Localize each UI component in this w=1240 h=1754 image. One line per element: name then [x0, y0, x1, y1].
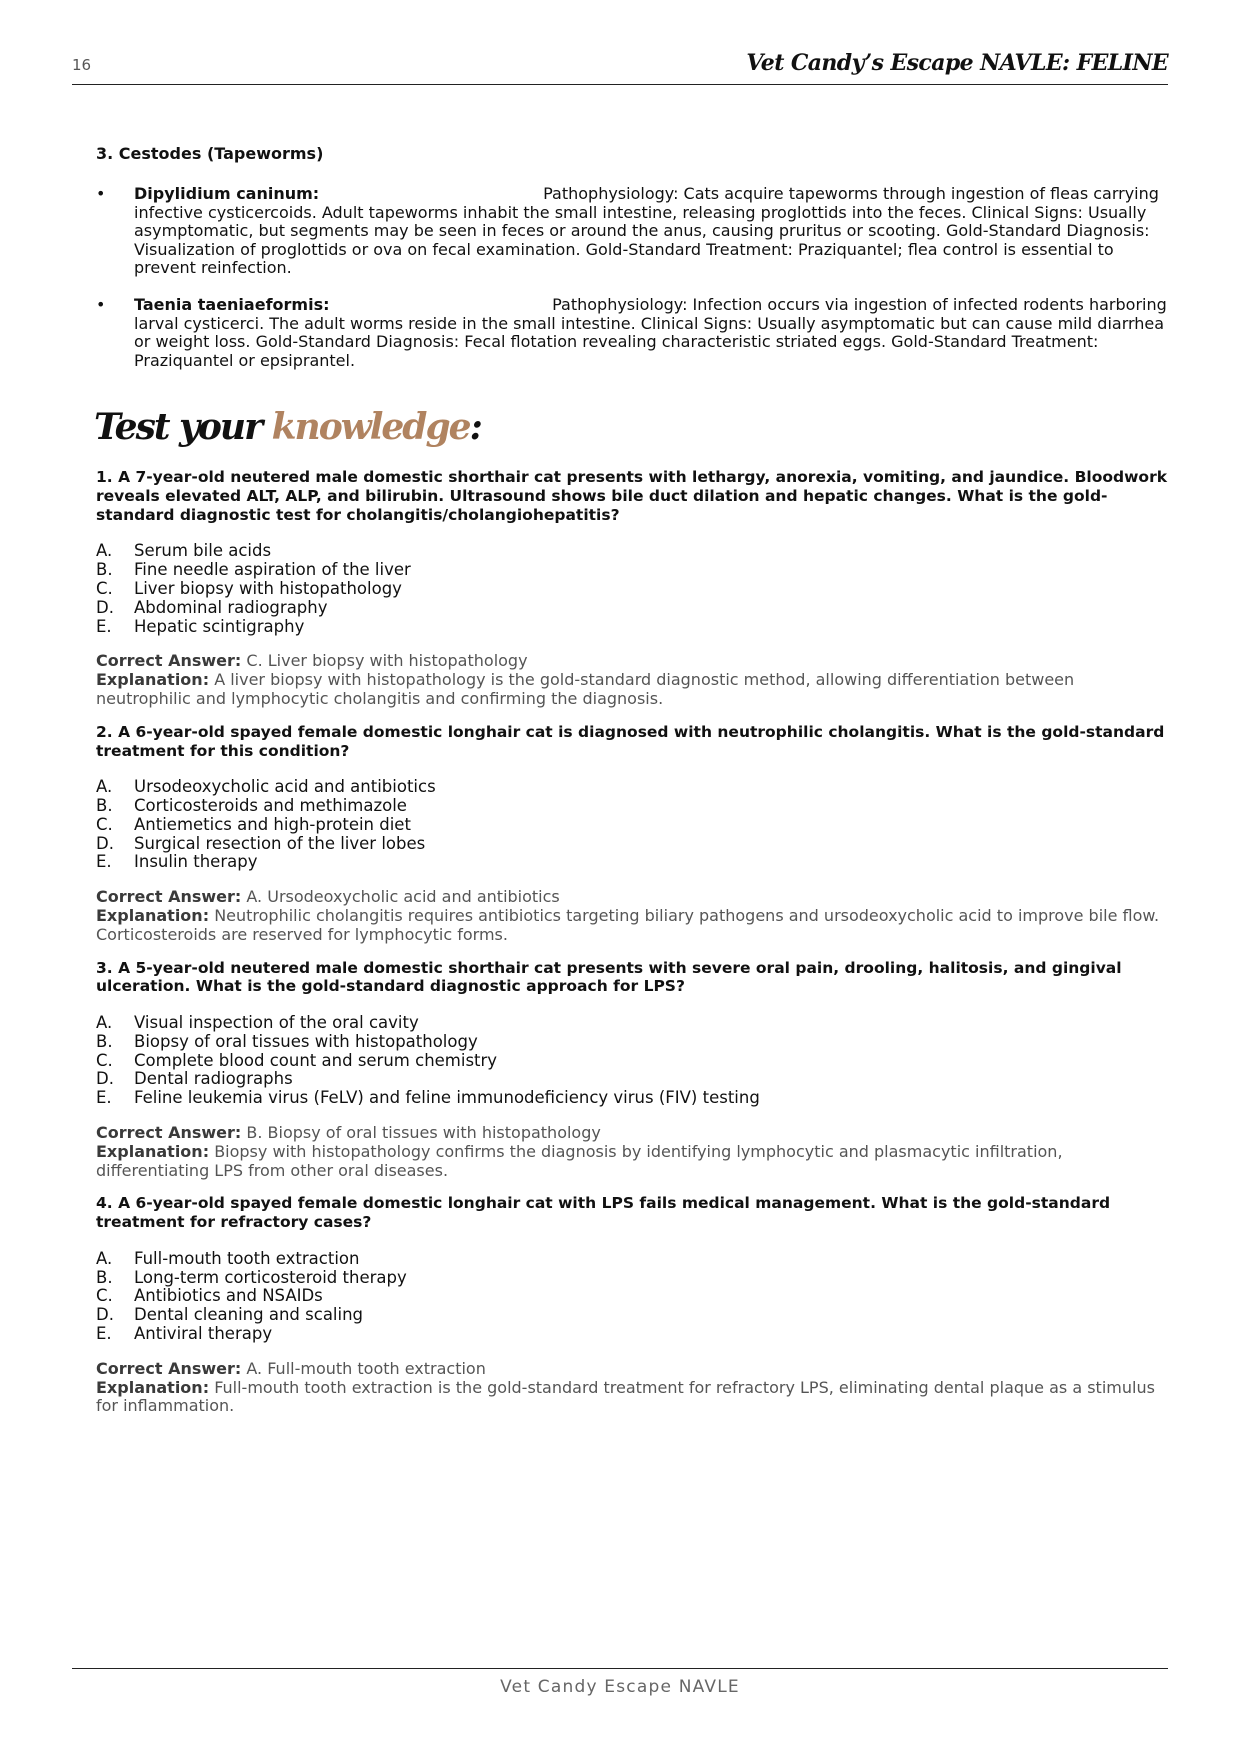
section-title-cestodes: 3. Cestodes (Tapeworms)	[96, 144, 324, 163]
option-text: Full-mouth tooth extraction	[134, 1248, 360, 1268]
option-text: Dental cleaning and scaling	[134, 1305, 364, 1325]
option-letter: C.	[96, 1050, 113, 1070]
option-letter: D.	[96, 1305, 114, 1325]
question-text: 1. A 7-year-old neutered male domestic shorthair cat presents with lethargy, anorexia, vomiting, and jaundice. Bloodwork reveals elevated ALT, ALP, and bilirubin. Ultrasound shows bile duct dilation and hepatic changes. What is the gold-standard diagnostic test for cholangitis/cholangiohepatitis?	[96, 468, 1168, 524]
option-text: Liver biopsy with histopathology	[134, 579, 402, 599]
correct-answer-label: Correct Answer:	[96, 887, 242, 907]
option-item	[96, 835, 1168, 854]
option-text: Antiemetics and high-protein diet	[134, 814, 411, 834]
correct-answer	[96, 888, 1168, 907]
cestode-description: Pathophysiology: Infection occurs via ingestion of infected rodents harboring larval cysticerci. The adult worms reside in the small intestine. Clinical Signs: Usually asymptomatic but can cause mild diarrhea or weight loss. Gold-Standard Diagnosis: Fecal flotation revealing characteristic striated eggs. Gold-Standard Treatment: Praziquantel or epsiprantel.	[134, 294, 1167, 370]
question-3	[96, 959, 1168, 1181]
option-letter: A.	[96, 1013, 113, 1033]
option-letter: A.	[96, 1248, 113, 1268]
option-item	[96, 1070, 1168, 1089]
option-letter: E.	[96, 616, 112, 636]
option-letter: B.	[96, 796, 113, 816]
page-content	[96, 144, 1168, 1430]
option-text: Corticosteroids and methimazole	[134, 796, 407, 816]
correct-answer-label: Correct Answer:	[96, 1123, 242, 1142]
option-item	[96, 1269, 1168, 1288]
option-letter: B.	[96, 1031, 113, 1051]
question-4	[96, 1194, 1168, 1416]
option-letter: D.	[96, 597, 114, 617]
correct-answer	[96, 652, 1168, 671]
option-letter: A.	[96, 541, 113, 561]
explanation	[96, 1379, 1168, 1417]
heading-colon: :	[469, 406, 481, 449]
question-text: 2. A 6-year-old spayed female domestic longhair cat is diagnosed with neutrophilic cholangitis. What is the gold-standard treatment for this condition?	[96, 722, 1165, 760]
option-item	[96, 853, 1168, 872]
page-header	[72, 44, 1168, 85]
heading-accent: knowledge	[271, 406, 470, 449]
option-item	[96, 1306, 1168, 1325]
cestode-name: Dipylidium caninum:	[134, 184, 320, 203]
cestode-item-taenia	[96, 296, 1168, 370]
option-list	[96, 1250, 1168, 1344]
correct-answer-label: Correct Answer:	[96, 1358, 242, 1378]
option-item	[96, 816, 1168, 835]
option-letter: E.	[96, 852, 112, 872]
option-item	[96, 580, 1168, 599]
bullet-dot: •	[96, 184, 106, 203]
option-text: Long-term corticosteroid therapy	[134, 1267, 407, 1287]
option-item	[96, 1287, 1168, 1306]
option-text: Feline leukemia virus (FeLV) and feline immunodeficiency virus (FIV) testing	[134, 1088, 760, 1108]
option-text: Antiviral therapy	[134, 1323, 273, 1343]
option-letter: C.	[96, 579, 113, 599]
cestode-item-dipylidium	[96, 185, 1168, 278]
cestode-name: Taenia taeniaeformis:	[134, 294, 330, 314]
correct-answer-label: Correct Answer:	[96, 651, 242, 671]
option-item	[96, 1052, 1168, 1071]
option-letter: B.	[96, 1267, 113, 1287]
test-your-knowledge-heading	[94, 406, 1168, 448]
correct-answer-value: A. Ursodeoxycholic acid and antibiotics	[246, 887, 560, 907]
cestode-list	[96, 185, 1168, 370]
option-item	[96, 778, 1168, 797]
explanation	[96, 1143, 1168, 1181]
option-letter: D.	[96, 1069, 114, 1089]
option-list	[96, 778, 1168, 872]
option-letter: E.	[96, 1323, 112, 1343]
option-item	[96, 618, 1168, 637]
correct-answer-value: C. Liver biopsy with histopathology	[246, 651, 528, 671]
option-text: Abdominal radiography	[134, 597, 328, 617]
question-text: 3. A 5-year-old neutered male domestic shorthair cat presents with severe oral pain, drooling, halitosis, and gingival ulceration. What is the gold-standard diagnostic approach for LPS?	[96, 958, 1122, 996]
option-text: Surgical resection of the liver lobes	[134, 833, 426, 853]
explanation-text: Neutrophilic cholangitis requires antibiotics targeting biliary pathogens and ursodeoxycholic acid to improve bile flow. Corticosteroids are reserved for lymphocytic forms.	[96, 906, 1160, 944]
option-letter: C.	[96, 814, 113, 834]
option-letter: C.	[96, 1286, 113, 1306]
option-text: Insulin therapy	[134, 852, 258, 872]
option-list	[96, 542, 1168, 636]
correct-answer	[96, 1124, 1168, 1143]
explanation-label: Explanation:	[96, 906, 210, 926]
option-text: Antibiotics and NSAIDs	[134, 1286, 323, 1306]
question-text: 4. A 6-year-old spayed female domestic longhair cat with LPS fails medical management. What is the gold-standard treatment for refractory cases?	[96, 1194, 1111, 1232]
explanation-label: Explanation:	[96, 670, 210, 690]
option-item	[96, 542, 1168, 561]
option-item	[96, 1033, 1168, 1052]
option-text: Visual inspection of the oral cavity	[134, 1013, 419, 1033]
explanation-text: A liver biopsy with histopathology is the gold-standard diagnostic method, allowing differentiation between neutrophilic and lymphocytic cholangitis and confirming the diagnosis.	[96, 670, 1075, 709]
explanation-text: Biopsy with histopathology confirms the diagnosis by identifying lymphocytic and plasmacytic infiltration, differentiating LPS from other oral diseases.	[96, 1141, 1063, 1180]
explanation-label: Explanation:	[96, 1377, 210, 1397]
question-1	[96, 468, 1168, 708]
option-letter: E.	[96, 1088, 112, 1108]
option-letter: B.	[96, 560, 113, 580]
option-text: Dental radiographs	[134, 1069, 293, 1089]
bullet-dot: •	[96, 294, 106, 314]
option-letter: A.	[96, 777, 113, 797]
option-text: Serum bile acids	[134, 541, 272, 561]
running-title: Vet Candy’s Escape NAVLE: FELINE	[746, 50, 1168, 76]
option-item	[96, 599, 1168, 618]
option-item	[96, 1089, 1168, 1108]
page-footer: Vet Candy Escape NAVLE	[72, 1668, 1168, 1697]
option-text: Biopsy of oral tissues with histopathology	[134, 1031, 478, 1051]
correct-answer-value: A. Full-mouth tooth extraction	[246, 1358, 486, 1378]
option-item	[96, 1250, 1168, 1269]
option-text: Ursodeoxycholic acid and antibiotics	[134, 777, 436, 797]
heading-part: Test your	[94, 406, 272, 449]
option-item	[96, 561, 1168, 580]
option-text: Complete blood count and serum chemistry	[134, 1050, 498, 1070]
question-2	[96, 723, 1168, 945]
correct-answer	[96, 1360, 1168, 1379]
cestode-description: Pathophysiology: Cats acquire tapeworms through ingestion of fleas carrying infective cysticercoids. Adult tapeworms inhabit the small intestine, releasing proglottids into the feces. Clinical Signs: Usually asymptomatic, but segments may be seen in feces or around the anus, causing pruritus or scooting. Gold-Standard Diagnosis: Visualization of proglottids or ova on fecal examination. Gold-Standard Treatment: Praziquantel; flea control is essential to prevent reinfection.	[134, 184, 1159, 278]
option-item	[96, 1014, 1168, 1033]
explanation-label: Explanation:	[96, 1141, 210, 1161]
explanation-text: Full-mouth tooth extraction is the gold-standard treatment for refractory LPS, eliminating dental plaque as a stimulus for inflammation.	[96, 1377, 1155, 1416]
explanation	[96, 907, 1168, 945]
option-list	[96, 1014, 1168, 1108]
option-item	[96, 797, 1168, 816]
option-text: Fine needle aspiration of the liver	[134, 560, 411, 580]
option-text: Hepatic scintigraphy	[134, 616, 305, 636]
option-item	[96, 1325, 1168, 1344]
option-letter: D.	[96, 833, 114, 853]
page-number: 16	[72, 56, 92, 74]
explanation	[96, 671, 1168, 709]
correct-answer-value: B. Biopsy of oral tissues with histopathology	[246, 1123, 601, 1142]
